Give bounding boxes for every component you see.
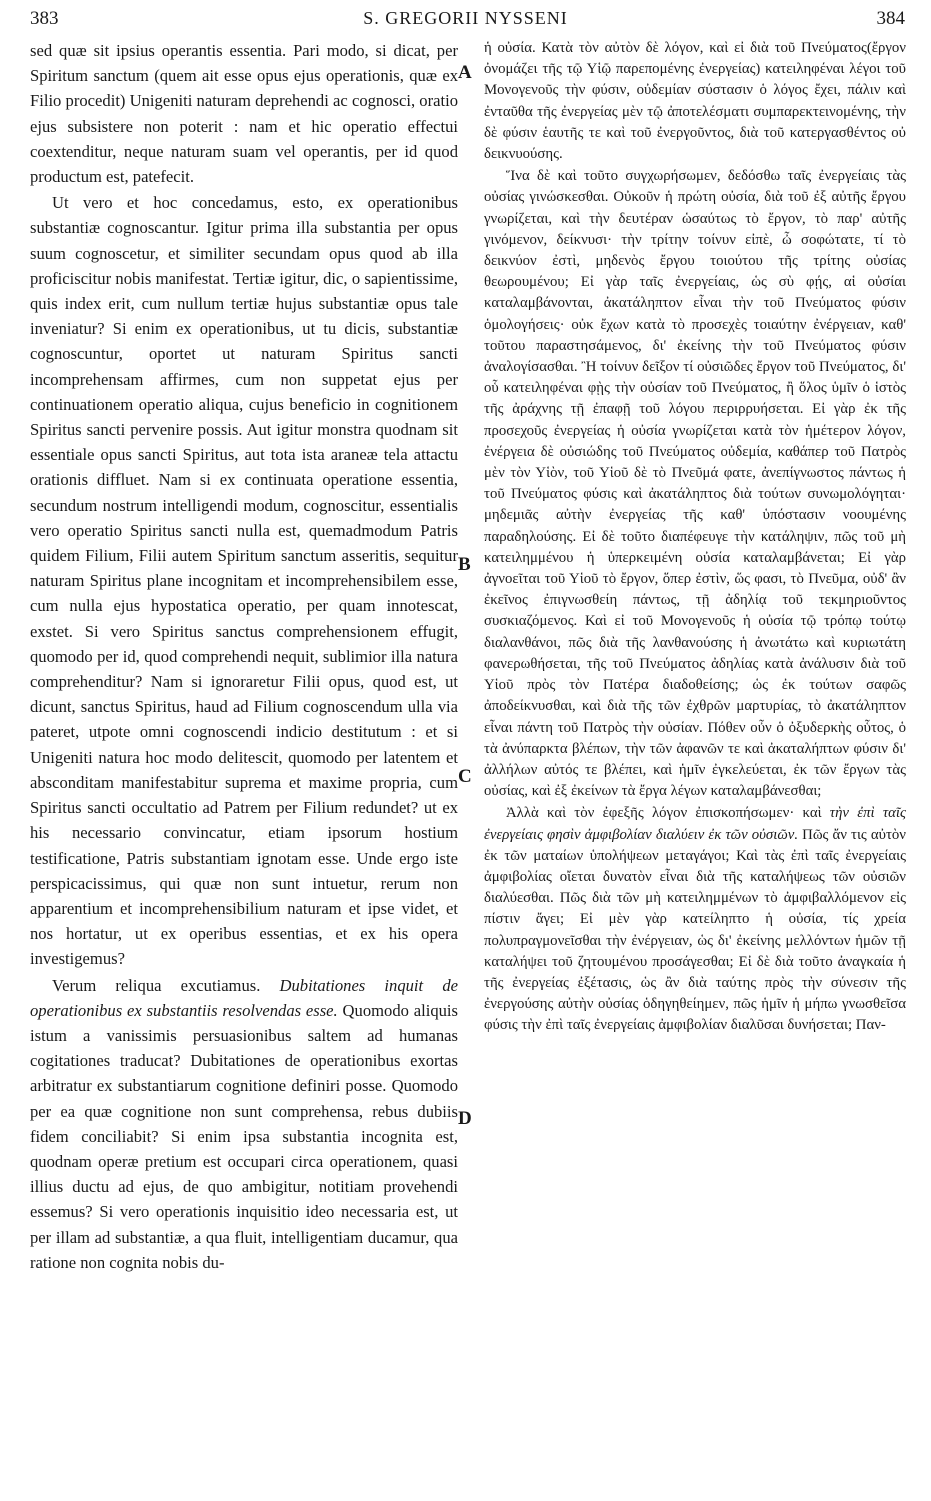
- latin-p3-rest: Quomodo aliquis istum a vanissimis persuasionibus saltem ad humanas cogitationes traducat? Dubitationes de operationibus exortas arbitratur ex substantiarum cognitione definiri posse. Quomodo per ea quæ cognitione non sunt comprehensa, rebus dubiis fidem conciliabit? Si enim ipsa substantia incognita est, quodnam operæ pretium est occupari circa operationem, quasi illius ductu ad ejus, de quo ambigitur, notitiam provehendi essemus? Si vero operationis inquisitio ideo necessaria est, ut per illam ad substantiæ, a qua fluit, intelligentiam ducamur, qua ratione non cognita nobis du-: [30, 1000, 458, 1272]
- page-number-left: 383: [30, 8, 59, 29]
- margin-letter-c: C: [458, 766, 472, 787]
- margin-letter-d: D: [458, 1108, 472, 1129]
- latin-paragraph-2: Ut vero et hoc concedamus, esto, ex operationibus substantiæ cognoscantur. Igitur prima illa substantia per opus suum cognoscetur, et similiter secundam opus quod ab illa proficiscitur nobis manifestat. Tertiæ igitur, dic, o sapientissime, quis index erit, cum nullum tertiæ hujus substantiæ opus tale inveniatur? Si enim ex operationibus, ut tu dicis, substantiæ cognoscuntur, oportet ut naturam Spiritus sancti incomprehensam affirmes, cum non suppetat ejus per continuationem operatio aliqua, cujus beneficio in cognitionem Spiritus sancti pervenire possis. Aut igitur monstra quodnam sit essentiale opus sancti Spiritus, aut tota ista araneæ tela attactu orationis diffluet. Nam si ex continuata operatione essentia, secundum nostrum intelligendi modum, cognoscitur, essentialis vero operatio Spiritus sancti nulla est, quemadmodum Patris quidem Filium, Filii autem Spiritum sanctum asseritis, sequitur naturam Spiritus plane incognitam et incomprehensibilem esse, cum nulla ejus hypostatica operatio, per quam innotescat, exstet. Si vero Spiritus sanctus comprehensionem effugit, quomodo per id, quod comprehendi nequit, sublimior illa natura comprehenditur? Nam si ignoraretur Filii opus, quod est, ut dicunt, sanctus Spiritus, haud ad Filium cognoscendum ulla via pateret, utpote omni cognoscendi indicio destitutum : et si Unigeniti natura hoc modo delitescit, quomodo per latentem et absconditam manifestabitur suprema et maxime propria, cum Spiritus sancti occultatio ad Patrem per Filium redundet? ut ex his necessario convincatur, etiam ipsorum hostium testificatione, Patris substantiam ignotam esse. Unde ergo iste perspicacissimus, qui quæ non sunt intuetur, rerum non apparentium et incomprehensibilium naturam et ipse videt, et nos hortatur, ut ex operibus essentias, et ex his opera investigemus?: [30, 193, 458, 969]
- greek-column: [484, 38, 906, 1037]
- page-number-right: 384: [876, 8, 905, 29]
- greek-paragraph-2: Ἵνα δὲ καὶ τοῦτο συγχωρήσωμεν, δεδόσθω ταῖς ἐνεργείαις τὰς οὐσίας γινώσκεσθαι. Οὐκοῦν ἡ πρώτη οὐσία, διὰ τοῦ ἐξ αὐτῆς ἔργου γνωρίζεται, καὶ τὴν δευτέραν ὡσαύτως τὸ ἔργον, τὸ παρ' αὐτῆς γινόμενον, δείκνυσι· τὴν τρίτην τοίνυν εἰπὲ, ὦ σοφώτατε, τί τὸ δεικνύον ἐστὶ, μηδενὸς ἔργου τοιούτου τῆς τρίτης οὐσίας θεωρουμένου; Εἰ γὰρ ταῖς ἐνεργείαις, ὡς σὺ φῄς, αἱ οὐσίαι καταλαμβάνονται, ἀκατάληπτον εἶναι τὴν τοῦ Πνεύματος φύσιν ὁμολογήσεις· οὐκ ἔχων κατὰ τὸ προσεχὲς τοιαύτην ἐνέργειαν, καθ' τοῦτου παραστησάμενος, δι' ἐκείνης τὴν τοῦ Πνεύματος φύσιν ἀναλογίσασθαι. Ἢ τοίνυν δεῖξον τί οὐσιῶδες ἔργον τοῦ Πνεύματος, δι' οὗ κατειληφέναι φῂς τὴν οὐσίαν τοῦ Πνεύματος, ἢ ὅλος ὑμῖν ὁ ἱστὸς τῆς ἀράχνης τῇ ἐπαφῇ τοῦ λόγου περιρρυήσεται. Εἰ γὰρ ἐκ τῆς προσεχοῦς ἐνεργείας ἡ οὐσία γνωρίζεται κατὰ τὸν ἡμέτερον λόγον, ἐνέργεια δὲ οὐσιώδης τοῦ Πνεύματος οὐδεμία, καθάπερ τοῦ Πατρὸς μὲν τὸν Υἱὸν, τοῦ Υἱοῦ δὲ τὸ Πνεῦμά φατε, ἀνεπίγνωστος πάντως ἡ τοῦ Πνεύματος φύσις καὶ ἀκατάληπτος διὰ τούτων συνωμολόγηται· μηδεμιᾶς αὐτὴν ἐνεργείας τῆς καθ' ὑπόστασιν νοουμένης παραδηλούσης. Εἰ δὲ τοῦτο διαπέφευγε τὴν κατάληψιν, πῶς τοῦ μὴ κατειλημμένου ἡ ὑπερκειμένη οὐσία καταλαμβάνεται; Εἰ γὰρ ἀγνοεῖται τοῦ Υἱοῦ τὸ ἔργον, ὅπερ ἐστὶν, ὥς φασι, τὸ Πνεῦμα, οὐδ' ἂν ἐκεῖνος ἐπιγνωσθείη πάντως, τῇ ἀδηλίᾳ τοῦ τεκμηριοῦντος συσκιαζόμενος. Καὶ εἰ τοῦ Μονογενοῦς ἡ οὐσία τῷ τρόπῳ τούτῳ διαλανθάνοι, πῶς διὰ τῆς λανθανούσης ἡ ἀνωτάτω καὶ κυριωτάτη φανερωθήσεται, τῆς τοῦ Πνεύματος ἀδηλίας κατὰ ἀνάλυσιν διὰ τοῦ Υἱοῦ πρὸς τὸν Πατέρα διαδοθείσης; ὡς ἐκ τούτων σαφῶς ἀποδείκνυσθαι, καὶ διὰ τῆς τῶν ἐχθρῶν μαρτυρίας, τὸ ἀκατάληπτον εἶναι πάντη τοῦ Πατρὸς τὴν οὐσίαν. Πόθεν οὖν ὁ ὀξυδερκὴς οὗτος, ὁ τὰ ἀνύπαρκτα βλέπων, τὴν τῶν ἀφανῶν τε καὶ ἀκαταλήπτων φύσιν δι' ἀλλήλων αὐτός τε βλέπει, καὶ ἡμῖν ἐγκελεύεται, ἐκ τῶν ἔργων τὰς οὐσίας, καὶ ἐξ ἐκείνων τὰ ἔργα λέγων καταλαμβάνεσθαι;: [484, 168, 906, 800]
- latin-paragraph-3: [30, 973, 458, 1275]
- latin-paragraph-1: sed quæ sit ipsius operantis essentia. Pari modo, si dicat, per Spiritum sanctum (quem ait esse opus ejus operationis, quæ ex Filio procedit) Unigeniti naturam deprehendi ac cognosci, oratio ejus subsistere non poterit : nam et hic operatio effectui coextenditur, neque naturam suam vel operantis, per id quod productum est, patefecit.: [30, 41, 458, 187]
- margin-letter-a: A: [458, 62, 472, 83]
- greek-p3-rest: Πῶς ἄν τις αὐτὸν ἐκ τῶν ματαίων ὑπολήψεων μεταγάγοι; Καὶ τὰς ἐπὶ ταῖς ἐνεργείαις ἀμφιβολίας οἴεται δυνατὸν εἶναι διὰ τῆς καταλήψεως τῶν οὐσιῶν διαλύεσθαι. Πῶς διὰ τῶν μὴ κατειλημμένων τὸ ἀμφιβαλλόμενον εἰς πίστιν ἄγει; Εἰ μὲν γὰρ κατείληπτο ἡ οὐσία, τίς χρεία πολυπραγμονεῖσθαι τὴν ἐνέργειαν, ὡς δι' ἐκείνης μελλόντων ἡμῶν τῇ καταλήψει τοῦ ζητουμένου προσάγεσθαι; Εἰ δὲ διὰ τοῦτο ἀναγκαία ἡ τῆς ἐνεργείας ἐξέτασις, ὡς ἂν διὰ ταύτης πρὸς τὴν σύνεσιν τῆς ἐνεργούσης αὐτὴν οὐσίας ὁδηγηθείημεν, πῶς ἡμῖν ἡ μήπω γνωσθεῖσα φύσις τὴν ἐπὶ ταῖς ἐνεργείαις ἀμφιβολίαν διαλῦσαι δυνήσεται; Παν-: [484, 826, 906, 1034]
- latin-p3-start: Verum reliqua excutiamus.: [52, 975, 280, 995]
- latin-p3-quote: Dubitationes inquit de operationibus ex substantiis resolvendas esse.: [30, 975, 458, 1020]
- greek-p3-quote: τὴν ἐπὶ ταῖς ἐνεργείαις φησὶν ἀμφιβολίαν διαλύειν ἐκ τῶν οὐσιῶν.: [484, 805, 906, 843]
- greek-paragraph-3: [484, 803, 906, 1036]
- greek-paragraph-1: ἡ οὐσία. Κατὰ τὸν αὐτὸν δὲ λόγον, καὶ εἰ διὰ τοῦ Πνεύματος(ἔργον ὀνομάζει τῆς τῷ Υἱῷ παρεπομένης ἐνεργείας) κατειληφέναι λέγοι τοῦ Μονογενοῦς τὴν φύσιν, οὐδεμίαν σύστασιν ὁ λόγος ἔχει, πάλιν καὶ ἐνταῦθα τῆς ἐνεργείας μὲν τῷ ἀποτελέσματι συμπαρεκτεινομένης, τὴν δὲ φύσιν ἑαυτῆς τε καὶ τοῦ ἐνεργοῦντος, διὰ τοῦ κατεργασθέντος οὐ δεικνυούσης.: [484, 40, 906, 163]
- greek-p3-start: Ἀλλὰ καὶ τὸν ἐφεξῆς λόγον ἐπισκοπήσωμεν· καὶ: [506, 805, 830, 822]
- latin-column: [30, 38, 458, 1275]
- page-header: [0, 6, 931, 30]
- margin-letter-b: B: [458, 554, 471, 575]
- running-title: S. GREGORII NYSSENI: [363, 8, 568, 28]
